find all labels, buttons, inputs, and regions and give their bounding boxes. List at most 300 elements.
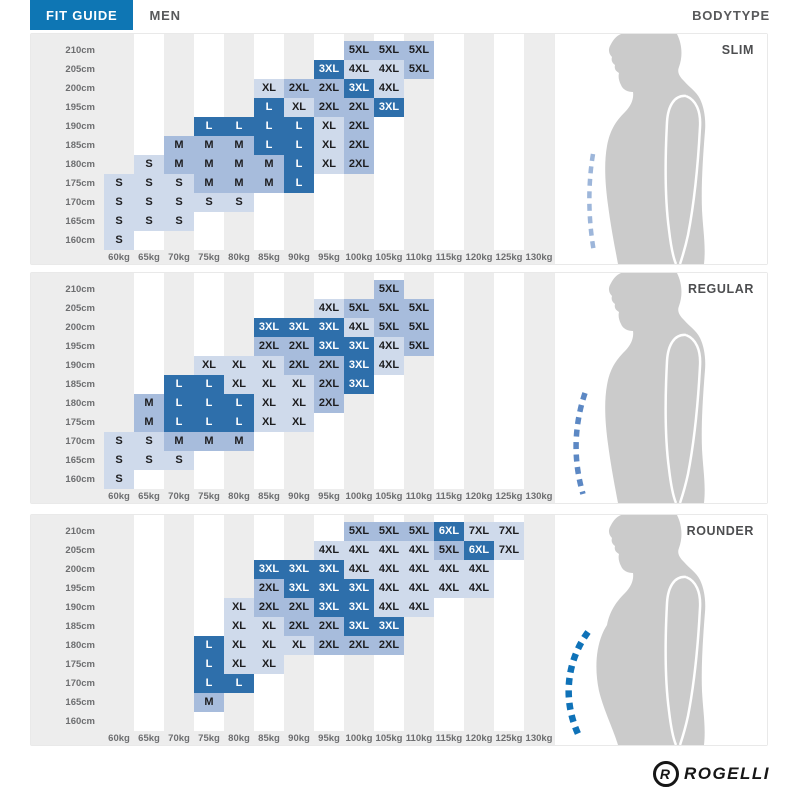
empty-cell [524,212,554,231]
empty-cell [314,674,344,693]
size-cell: XL [194,356,224,375]
empty-cell [404,117,434,136]
empty-cell [344,212,374,231]
size-cell: S [134,212,164,231]
weight-label: 95kg [318,251,340,263]
weight-label: 80kg [228,490,250,502]
empty-cell [434,231,464,250]
size-cell: 2XL [284,356,314,375]
size-cell: 3XL [314,579,344,598]
empty-cell [374,193,404,212]
empty-cell [104,299,134,318]
empty-cell [224,560,254,579]
size-cell: 2XL [314,394,344,413]
empty-cell [134,356,164,375]
empty-cell [164,693,194,712]
empty-cell [134,579,164,598]
empty-cell [464,41,494,60]
weight-label: 65kg [138,732,160,744]
height-label: 195cm [65,341,95,352]
weight-label: 60kg [108,251,130,263]
empty-cell [464,470,494,489]
empty-cell [194,212,224,231]
empty-cell [164,598,194,617]
empty-cell [404,617,434,636]
empty-cell [284,522,314,541]
empty-cell [194,541,224,560]
empty-cell [224,337,254,356]
size-cell: L [284,155,314,174]
empty-cell [284,299,314,318]
size-cell: 3XL [314,318,344,337]
size-cell: 5XL [374,299,404,318]
weight-label: 60kg [108,732,130,744]
size-cell: 2XL [314,375,344,394]
empty-cell [314,193,344,212]
weight-label: 85kg [258,490,280,502]
size-cell: 4XL [374,541,404,560]
empty-cell [104,318,134,337]
size-cell: 4XL [434,560,464,579]
weight-label: 130kg [525,732,553,744]
weight-label: 80kg [228,251,250,263]
size-cell: L [224,117,254,136]
empty-cell [524,356,554,375]
size-cell: 4XL [344,318,374,337]
weight-label: 120kg [465,251,493,263]
empty-cell [404,470,434,489]
size-chart [31,34,554,264]
size-cell: L [194,655,224,674]
empty-cell [224,41,254,60]
size-cell: XL [254,655,284,674]
size-cell: S [134,174,164,193]
empty-cell [494,413,524,432]
empty-cell [524,337,554,356]
size-cell: L [254,98,284,117]
size-cell: 4XL [314,541,344,560]
weight-label: 100kg [345,732,373,744]
height-label: 170cm [65,436,95,447]
weight-axis [31,731,554,745]
size-cell: 3XL [344,598,374,617]
empty-cell [494,79,524,98]
size-cell: 4XL [374,79,404,98]
weight-label: 105kg [375,732,403,744]
empty-cell [314,280,344,299]
empty-cell [494,394,524,413]
empty-cell [194,598,224,617]
empty-cell [254,541,284,560]
empty-cell [464,60,494,79]
weight-label: 75kg [198,251,220,263]
size-cell: M [224,136,254,155]
size-cell: XL [224,636,254,655]
height-label: 170cm [65,678,95,689]
empty-cell [284,41,314,60]
empty-cell [164,98,194,117]
empty-cell [194,712,224,731]
empty-cell [254,299,284,318]
size-cell: S [104,231,134,250]
empty-cell [224,299,254,318]
size-cell: L [164,413,194,432]
size-cell: S [134,432,164,451]
height-label: 200cm [65,564,95,575]
empty-cell [464,174,494,193]
empty-cell [104,136,134,155]
empty-cell [524,693,554,712]
empty-cell [434,280,464,299]
empty-cell [134,41,164,60]
size-cell: 7XL [464,522,494,541]
height-label: 175cm [65,417,95,428]
empty-cell [434,98,464,117]
empty-cell [164,280,194,299]
gender-label: MEN [149,7,181,23]
empty-cell [344,674,374,693]
weight-label: 100kg [345,251,373,263]
empty-cell [104,522,134,541]
empty-cell [104,712,134,731]
empty-cell [434,712,464,731]
empty-cell [134,560,164,579]
weight-label: 75kg [198,490,220,502]
empty-cell [314,655,344,674]
empty-cell [254,432,284,451]
empty-cell [464,356,494,375]
weight-label: 130kg [525,490,553,502]
weight-label: 70kg [168,732,190,744]
empty-cell [404,375,434,394]
empty-cell [464,712,494,731]
empty-cell [434,117,464,136]
height-label: 200cm [65,83,95,94]
weight-label: 125kg [495,251,523,263]
empty-cell [374,155,404,174]
empty-cell [524,299,554,318]
size-cell: 4XL [404,598,434,617]
height-label: 190cm [65,602,95,613]
empty-cell [314,522,344,541]
size-cell: 2XL [254,579,284,598]
empty-cell [404,451,434,470]
empty-cell [104,636,134,655]
empty-cell [434,174,464,193]
empty-cell [164,522,194,541]
empty-cell [494,60,524,79]
weight-label: 110kg [405,251,433,263]
empty-cell [194,60,224,79]
empty-cell [254,674,284,693]
size-cell: M [254,174,284,193]
empty-cell [404,432,434,451]
empty-cell [134,541,164,560]
empty-cell [494,337,524,356]
empty-cell [434,337,464,356]
empty-cell [494,375,524,394]
empty-cell [164,712,194,731]
empty-cell [494,212,524,231]
size-cell: L [194,636,224,655]
empty-cell [494,280,524,299]
empty-cell [404,655,434,674]
empty-cell [284,655,314,674]
size-cell: S [164,212,194,231]
empty-cell [374,136,404,155]
empty-cell [464,451,494,470]
empty-cell [494,579,524,598]
weight-label: 90kg [288,490,310,502]
empty-cell [134,674,164,693]
weight-label: 90kg [288,251,310,263]
empty-cell [254,280,284,299]
empty-cell [164,299,194,318]
bodytype-header-label: BODYTYPE [692,7,770,23]
size-cell: L [194,375,224,394]
empty-cell [464,231,494,250]
empty-cell [374,394,404,413]
empty-cell [524,136,554,155]
empty-cell [524,598,554,617]
size-cell: XL [254,375,284,394]
fit-panel-regular [30,272,768,504]
empty-cell [284,193,314,212]
size-cell: M [194,174,224,193]
empty-cell [494,636,524,655]
empty-cell [434,432,464,451]
size-cell: 2XL [344,117,374,136]
size-cell: S [134,193,164,212]
empty-cell [344,280,374,299]
empty-cell [194,579,224,598]
size-cell: S [134,451,164,470]
empty-cell [134,299,164,318]
size-cell: 3XL [374,98,404,117]
empty-cell [104,98,134,117]
size-cell: 2XL [284,337,314,356]
empty-cell [404,280,434,299]
empty-cell [194,299,224,318]
size-cell: 3XL [254,318,284,337]
empty-cell [524,318,554,337]
size-cell: 2XL [344,155,374,174]
weight-label: 115kg [435,732,463,744]
empty-cell [254,41,284,60]
empty-cell [254,693,284,712]
empty-cell [404,136,434,155]
empty-cell [524,60,554,79]
empty-cell [494,470,524,489]
height-label: 180cm [65,640,95,651]
empty-cell [404,98,434,117]
size-cell: 3XL [314,337,344,356]
empty-cell [344,712,374,731]
rogelli-brand-text: ROGELLI [683,764,770,783]
size-cell: 3XL [314,560,344,579]
empty-cell [524,117,554,136]
size-cell: S [134,155,164,174]
empty-cell [314,693,344,712]
empty-cell [134,693,164,712]
empty-cell [344,174,374,193]
height-label: 160cm [65,474,95,485]
size-cell: 4XL [464,579,494,598]
weight-label: 85kg [258,251,280,263]
empty-cell [494,598,524,617]
size-cell: L [284,136,314,155]
empty-cell [104,598,134,617]
empty-cell [314,413,344,432]
size-cell: S [164,174,194,193]
empty-cell [404,155,434,174]
empty-cell [464,193,494,212]
empty-cell [434,60,464,79]
empty-cell [134,231,164,250]
bodytype-label: ROUNDER [686,524,754,538]
size-cell: 7XL [494,522,524,541]
empty-cell [104,356,134,375]
weight-label: 105kg [375,251,403,263]
bodytype-silhouette-icon [555,273,770,503]
size-cell: 2XL [344,136,374,155]
empty-cell [434,79,464,98]
empty-cell [524,655,554,674]
size-cell: XL [314,117,344,136]
empty-cell [224,98,254,117]
size-cell: 4XL [374,560,404,579]
empty-cell [524,451,554,470]
bodytype-label: REGULAR [687,282,754,296]
empty-cell [434,413,464,432]
height-label: 160cm [65,716,95,727]
empty-cell [164,60,194,79]
empty-cell [254,451,284,470]
empty-cell [374,693,404,712]
height-label: 210cm [65,45,95,56]
size-grid [31,280,554,489]
empty-cell [434,193,464,212]
empty-cell [164,41,194,60]
size-cell: 3XL [284,560,314,579]
weight-label: 115kg [435,490,463,502]
empty-cell [494,712,524,731]
empty-cell [284,674,314,693]
size-cell: L [164,375,194,394]
empty-cell [104,655,134,674]
empty-cell [224,280,254,299]
size-cell: 2XL [284,617,314,636]
empty-cell [104,60,134,79]
size-cell: 5XL [374,318,404,337]
empty-cell [344,231,374,250]
empty-cell [164,655,194,674]
empty-cell [524,98,554,117]
weight-label: 120kg [465,490,493,502]
empty-cell [524,79,554,98]
empty-cell [254,193,284,212]
empty-cell [164,674,194,693]
empty-cell [464,394,494,413]
size-cell: 4XL [404,579,434,598]
size-cell: L [194,117,224,136]
empty-cell [224,693,254,712]
height-label: 160cm [65,235,95,246]
empty-cell [134,136,164,155]
size-grid [31,522,554,731]
empty-cell [524,280,554,299]
size-cell: 2XL [254,598,284,617]
size-cell: M [194,432,224,451]
size-cell: 3XL [314,598,344,617]
empty-cell [104,337,134,356]
size-cell: 4XL [374,60,404,79]
fit-panel-rounder [30,514,768,746]
size-cell: L [284,174,314,193]
empty-cell [104,560,134,579]
empty-cell [164,560,194,579]
size-cell: 4XL [374,356,404,375]
empty-cell [374,413,404,432]
empty-cell [104,413,134,432]
empty-cell [464,136,494,155]
empty-cell [194,522,224,541]
empty-cell [434,470,464,489]
size-cell: 5XL [344,299,374,318]
empty-cell [314,451,344,470]
size-cell: 3XL [284,579,314,598]
size-cell: XL [254,413,284,432]
height-label: 210cm [65,284,95,295]
empty-cell [344,432,374,451]
empty-cell [104,579,134,598]
empty-cell [314,712,344,731]
fit-guide-badge: FIT GUIDE [30,0,133,30]
empty-cell [224,231,254,250]
empty-cell [134,375,164,394]
height-label: 195cm [65,102,95,113]
size-cell: 5XL [344,41,374,60]
empty-cell [524,193,554,212]
empty-cell [404,212,434,231]
weight-label: 65kg [138,490,160,502]
empty-cell [494,432,524,451]
empty-cell [344,451,374,470]
height-label: 175cm [65,178,95,189]
size-cell: XL [224,617,254,636]
empty-cell [524,636,554,655]
empty-cell [224,318,254,337]
weight-label: 110kg [405,490,433,502]
empty-cell [344,470,374,489]
empty-cell [494,451,524,470]
empty-cell [194,280,224,299]
empty-cell [494,41,524,60]
size-cell: M [224,432,254,451]
size-cell: 5XL [374,522,404,541]
empty-cell [434,394,464,413]
size-cell: 4XL [374,579,404,598]
empty-cell [104,79,134,98]
size-cell: 2XL [374,636,404,655]
empty-cell [134,318,164,337]
empty-cell [494,560,524,579]
size-cell: M [164,136,194,155]
weight-label: 130kg [525,251,553,263]
empty-cell [104,41,134,60]
size-cell: 4XL [374,598,404,617]
empty-cell [134,60,164,79]
